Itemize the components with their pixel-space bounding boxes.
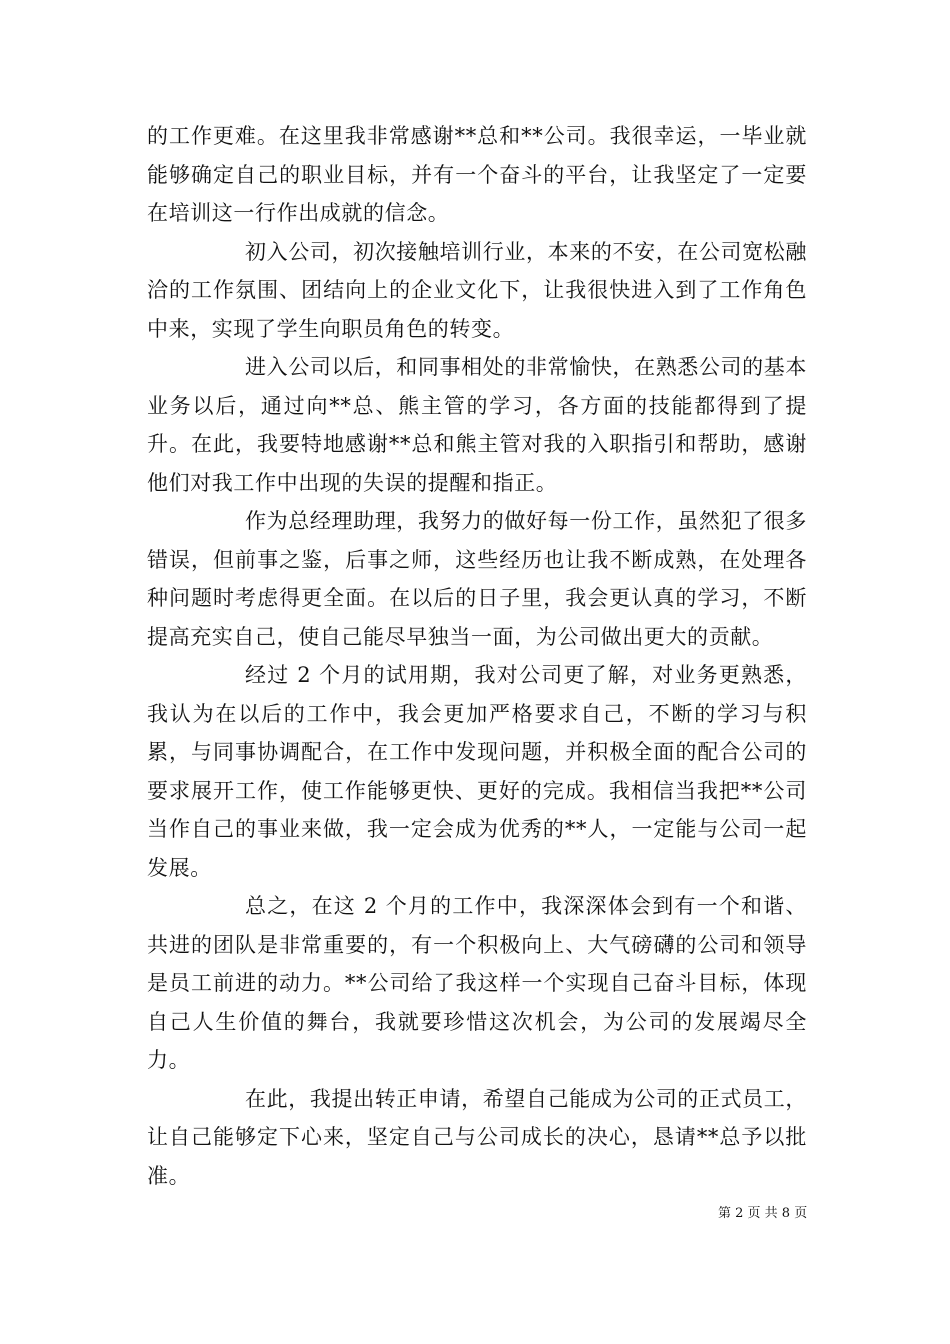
paragraph-4: 作为总经理助理，我努力的做好每一份工作，虽然犯了很多错误，但前事之鉴，后事之师，这些经历也让我不断成熟，在处理各种问题时考虑得更全面。在以后的日子里，我会更认真的学习，不断提高充实自己，使自己能尽早独当一面，为公司做出更大的贡献。 [147,509,807,649]
page-number-footer: 第 2 页 共 8 页 [718,1206,808,1221]
paragraph-2: 初入公司，初次接触培训行业，本来的不安，在公司宽松融洽的工作氛围、团结向上的企业文化下，让我很快进入到了工作角色中来，实现了学生向职员角色的转变。 [147,239,807,341]
paragraph-3: 进入公司以后，和同事相处的非常愉快，在熟悉公司的基本业务以后，通过向**总、熊主管的学习，各方面的技能都得到了提升。在此，我要特地感谢**总和熊主管对我的入职指引和帮助，感谢他们对我工作中出现的失误的提醒和指正。 [147,355,807,495]
paragraph-5: 经过 2 个月的试用期，我对公司更了解，对业务更熟悉，我认为在以后的工作中，我会更加严格要求自己，不断的学习与积累，与同事协调配合，在工作中发现问题，并积极全面的配合公司的要求展开工作，使工作能够更快、更好的完成。我相信当我把**公司当作自己的事业来做，我一定会成为优秀的**人，一定能与公司一起发展。 [147,663,807,880]
paragraph-6: 总之，在这 2 个月的工作中，我深深体会到有一个和谐、共进的团队是非常重要的，有一个积极向上、大气磅礴的公司和领导是员工前进的动力。**公司给了我这样一个实现自己奋斗目标，体现自己人生价值的舞台，我就要珍惜这次机会，为公司的发展竭尽全力。 [147,894,807,1072]
paragraph-1: 的工作更难。在这里我非常感谢**总和**公司。我很幸运，一毕业就能够确定自己的职业目标，并有一个奋斗的平台，让我坚定了一定要在培训这一行作出成就的信念。 [147,124,807,225]
paragraph-7: 在此，我提出转正申请，希望自己能成为公司的正式员工，让自己能够定下心来，坚定自己与公司成长的决心，恳请**总予以批准。 [147,1086,807,1188]
document-body [147,117,807,1195]
